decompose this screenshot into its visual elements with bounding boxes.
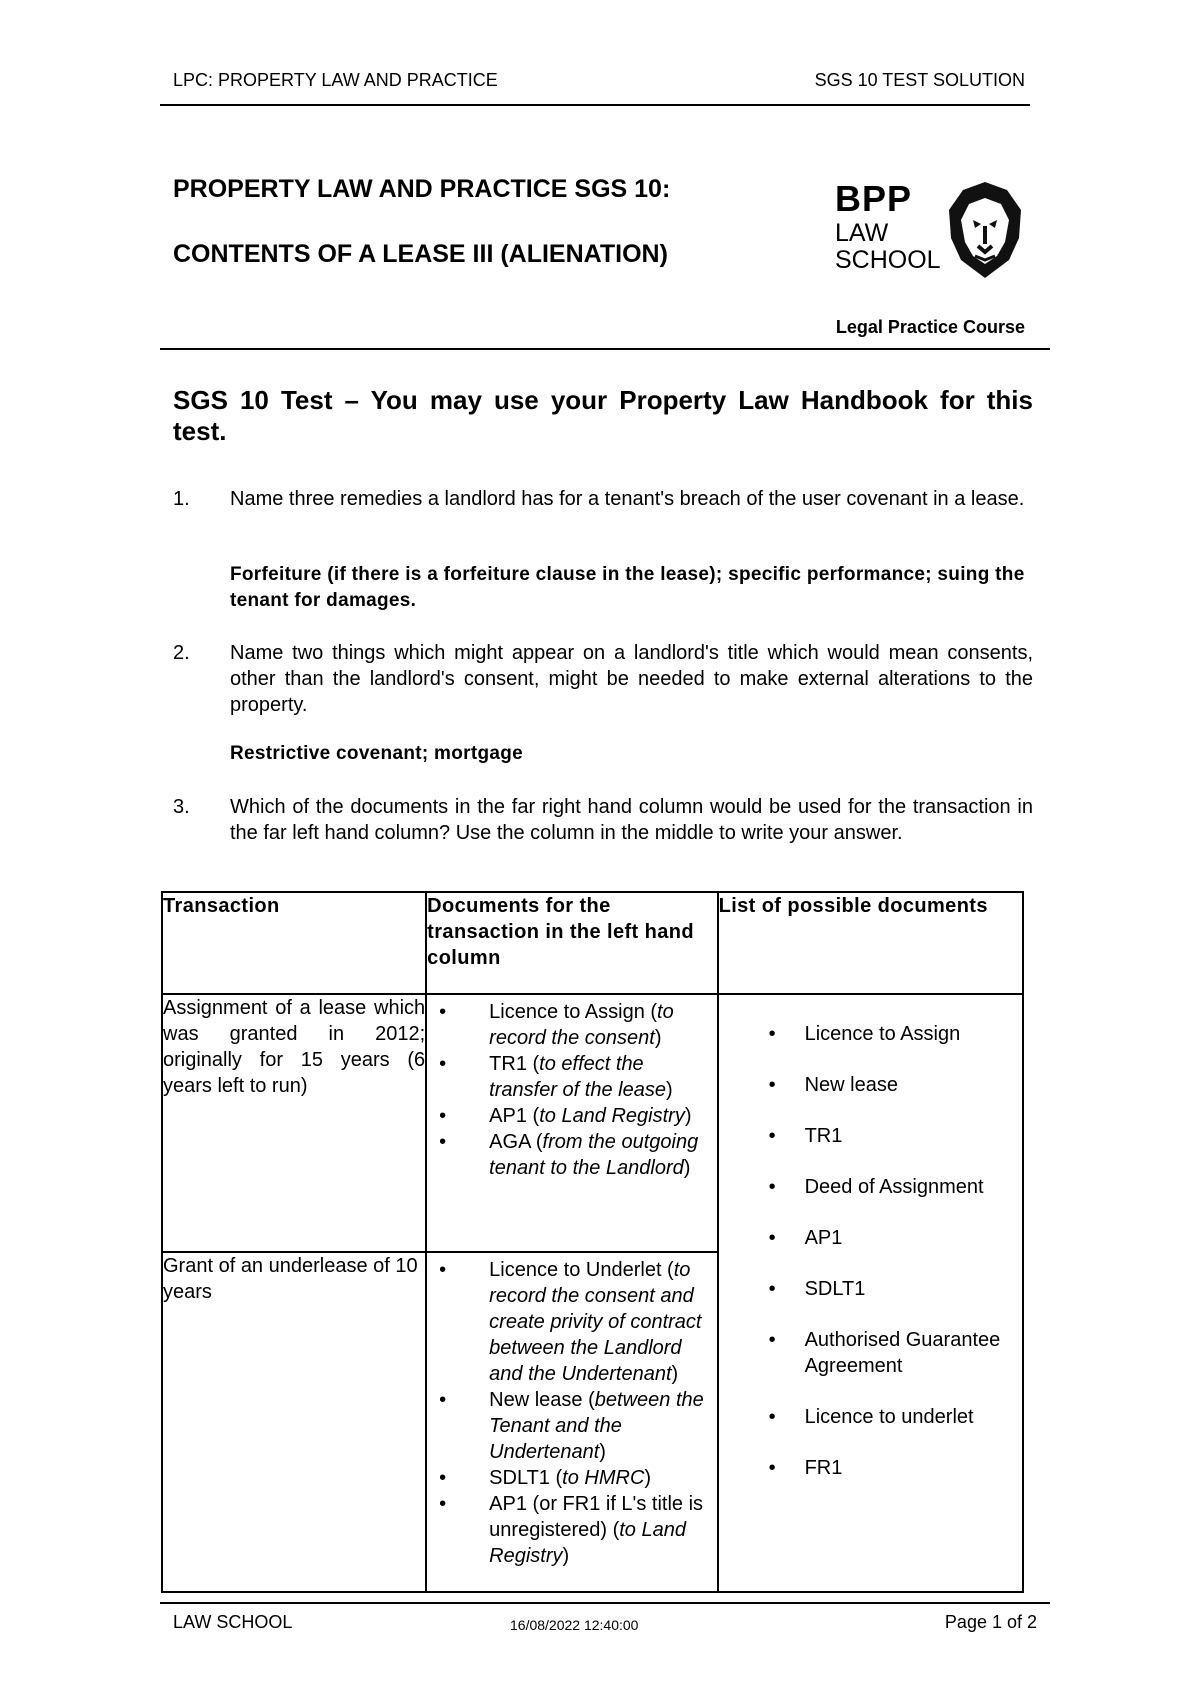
course-subtitle: Legal Practice Course: [835, 317, 1025, 337]
logo-brand: BPP: [835, 178, 913, 219]
list-item: • SDLT1: [768, 1278, 866, 1300]
footer-left: LAW SCHOOL: [173, 1612, 293, 1632]
question-number: 3.: [173, 796, 190, 818]
footer-page-number: Page 1 of 2: [944, 1612, 1037, 1632]
list-item: • Licence to Underlet (to record the consent and create privity of contract between the Landlord and the Undertenant): [439, 1259, 702, 1385]
bpp-law-school-logo: [835, 178, 1035, 288]
test-heading: SGS 10 Test – You may use your Property Law Handbook for this test.: [173, 385, 1033, 446]
list-item: • Authorised Guarantee Agreement: [768, 1329, 1001, 1377]
question-number: 1.: [173, 488, 190, 510]
header-course-title: LPC: PROPERTY LAW AND PRACTICE: [173, 70, 498, 90]
list-item: • Licence to underlet: [768, 1406, 974, 1428]
question-number: 2.: [173, 642, 190, 664]
list-item: • Licence to Assign (to record the consent): [439, 1001, 674, 1049]
list-item: • New lease: [768, 1074, 898, 1096]
documents-table: [161, 891, 1024, 1593]
question-3: [173, 794, 1033, 846]
question-2: [173, 640, 1033, 718]
header-rule: [160, 104, 1030, 106]
transaction-cell: Grant of an underlease of 10 years: [162, 1252, 426, 1592]
possible-documents-cell: [718, 994, 1023, 1592]
list-item: • Licence to Assign: [768, 1023, 961, 1045]
logo-line-2: SCHOOL: [835, 246, 941, 274]
table-header-row: [162, 892, 1023, 994]
list-item: • FR1: [768, 1457, 843, 1479]
question-text: Which of the documents in the far right hand column would be used for the transaction in the far left hand column? Use the column in the middle to write your answer.: [230, 796, 1033, 844]
question-text: Name three remedies a landlord has for a tenant's breach of the user covenant in a lease.: [230, 488, 1025, 510]
lion-head-icon: [945, 180, 1025, 280]
list-item: • TR1: [768, 1125, 843, 1147]
list-item: • AGA (from the outgoing tenant to the Landlord): [439, 1131, 699, 1179]
column-header-documents: Documents for the transaction in the left hand column: [426, 892, 717, 994]
list-item: • AP1 (to Land Registry): [439, 1105, 692, 1127]
list-item: • Deed of Assignment: [768, 1176, 984, 1198]
answer-2: Restrictive covenant; mortgage: [230, 743, 524, 764]
list-item: • AP1: [768, 1227, 843, 1249]
page-title-line-2: CONTENTS OF A LEASE III (ALIENATION): [173, 240, 668, 268]
documents-cell: [426, 994, 717, 1252]
list-item: • New lease (between the Tenant and the Undertenant): [439, 1389, 704, 1463]
list-item: • SDLT1 (to HMRC): [439, 1467, 652, 1489]
logo-line-1: LAW: [835, 219, 889, 247]
column-header-transaction: Transaction: [162, 892, 426, 994]
question-text: Name two things which might appear on a landlord's title which would mean consents, other than the landlord's consent, might be needed to make external alterations to the property.: [230, 642, 1033, 716]
header-document-title: SGS 10 TEST SOLUTION: [814, 70, 1025, 90]
answer-1: Forfeiture (if there is a forfeiture clause in the lease); specific performance; suing the tenant for damages.: [230, 564, 1025, 611]
table-row: [162, 994, 1023, 1252]
section-rule: [160, 348, 1050, 350]
footer-timestamp: 16/08/2022 12:40:00: [510, 1617, 639, 1633]
question-1: [173, 486, 1033, 512]
list-item: • TR1 (to effect the transfer of the lease): [439, 1053, 673, 1101]
page-title-line-1: PROPERTY LAW AND PRACTICE SGS 10:: [173, 175, 671, 203]
footer-rule: [160, 1602, 1050, 1604]
column-header-possible-documents: List of possible documents: [718, 892, 1023, 994]
documents-cell: [426, 1252, 717, 1592]
list-item: • AP1 (or FR1 if L's title is unregistered) (to Land Registry): [439, 1493, 704, 1567]
transaction-cell: Assignment of a lease which was granted in 2012; originally for 15 years (6 years left to run): [162, 994, 426, 1252]
